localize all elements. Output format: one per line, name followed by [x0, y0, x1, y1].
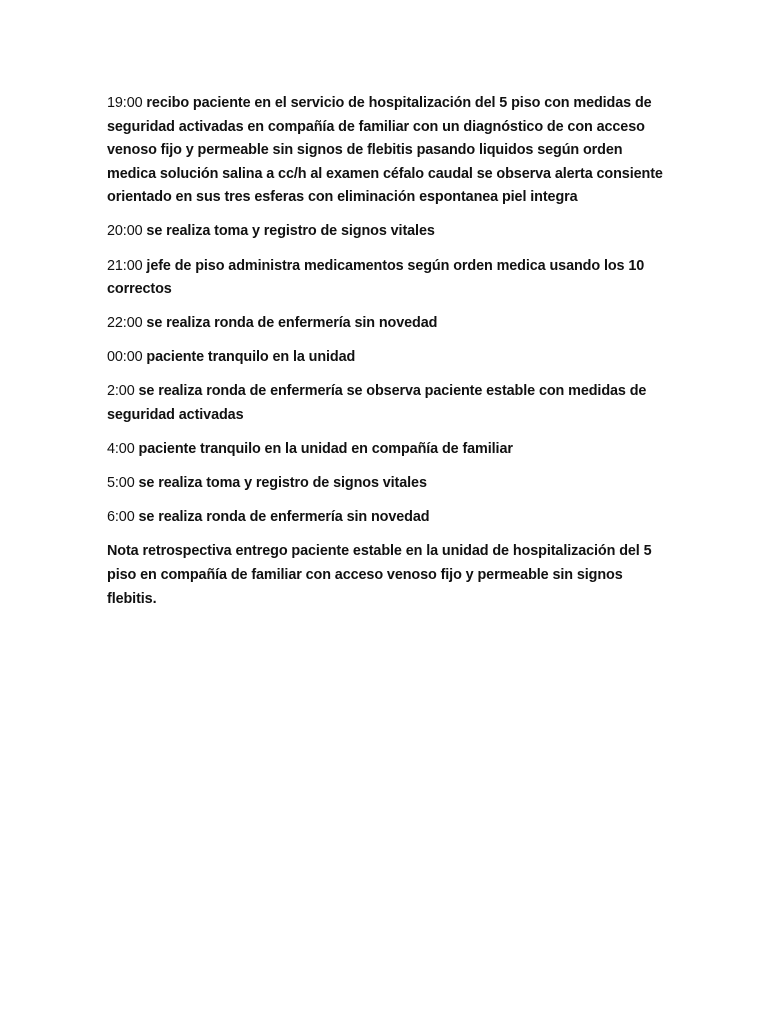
note-entry-2000 — [107, 220, 667, 244]
closing-note: Nota retrospectiva entrego paciente estable en la unidad de hospitalización del 5 piso en compañía de familiar con acceso venoso fijo y permeable sin signos flebitis. — [107, 543, 652, 607]
entry-time: 20:00 — [107, 223, 143, 240]
note-entry-1900 — [107, 92, 667, 210]
note-entry-2100 — [107, 255, 667, 302]
entry-text: paciente tranquilo en la unidad — [146, 349, 356, 366]
note-entry-0200 — [107, 380, 667, 427]
entry-time: 00:00 — [107, 349, 143, 366]
entry-text: se realiza ronda de enfermería sin novedad — [146, 315, 438, 332]
entry-text: recibo paciente en el servicio de hospitalización del 5 piso con medidas de seguridad activadas en compañía de familiar con un diagnóstico de con acceso venoso fijo y permeable sin signos de flebitis pasando liquidos según orden medica solución salina a cc/h al examen céfalo caudal se observa alerta consiente orientado en sus tres esferas con eliminación espontanea piel integra — [107, 95, 663, 206]
entry-time: 5:00 — [107, 475, 135, 492]
entry-text: se realiza toma y registro de signos vitales — [138, 475, 427, 492]
entry-time: 6:00 — [107, 509, 135, 526]
entry-text: se realiza toma y registro de signos vitales — [146, 223, 435, 240]
entry-time: 19:00 — [107, 95, 143, 111]
entry-time: 4:00 — [107, 441, 135, 458]
entry-text: paciente tranquilo en la unidad en compañía de familiar — [138, 441, 513, 458]
entry-time: 21:00 — [107, 257, 143, 274]
note-entry-0500 — [107, 472, 667, 496]
note-entry-0600 — [107, 506, 667, 530]
note-entry-2200 — [107, 312, 667, 336]
entry-text: se realiza ronda de enfermería sin novedad — [138, 509, 430, 526]
nursing-notes-document — [107, 92, 667, 622]
entry-time: 2:00 — [107, 383, 135, 400]
entry-time: 22:00 — [107, 315, 143, 332]
note-entry-0000 — [107, 346, 667, 370]
note-entry-0400 — [107, 438, 667, 462]
entry-text: se realiza ronda de enfermería se observa paciente estable con medidas de seguridad activadas — [107, 383, 647, 424]
entry-text: jefe de piso administra medicamentos según orden medica usando los 10 correctos — [107, 257, 645, 298]
